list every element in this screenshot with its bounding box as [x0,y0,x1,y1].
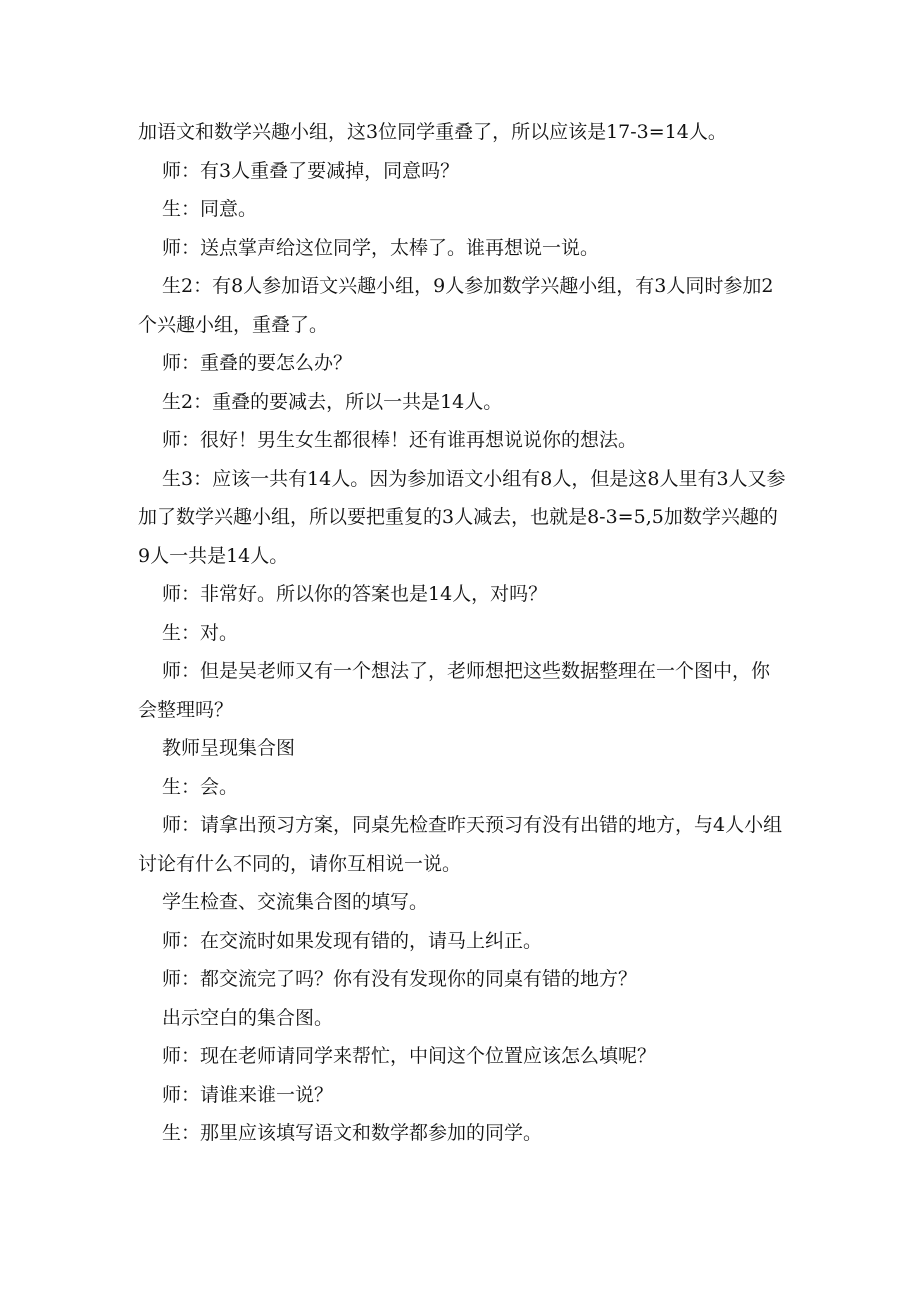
paragraph-teacher: 师：非常好。所以你的答案也是14人，对吗？ [162,583,548,605]
paragraph-student-3: 生3：应该一共有14人。因为参加语文小组有8人，但是这8人里有3人又参加了数学兴趣小组，所以要把重复的3人减去，也就是8-3=5,5加数学兴趣的9人一共是14人。 [138,467,786,567]
paragraph-student: 生：那里应该填写语文和数学都参加的同学。 [162,1122,543,1144]
paragraph-teacher: 师：请拿出预习方案，同桌先检查昨天预习有没有出错的地方，与4人小组讨论有什么不同的，请你互相说一说。 [138,814,783,875]
paragraph-teacher: 师：送点掌声给这位同学，太棒了。谁再想说一说。 [162,236,600,259]
document-body [138,113,786,1153]
paragraph-instruction: 教师呈现集合图 [162,737,296,759]
paragraph-teacher: 师：请谁来谁一说？ [162,1083,334,1106]
paragraph-teacher: 师：但是吴老师又有一个想法了，老师想把这些数据整理在一个图中，你会整理吗？ [138,660,771,721]
paragraph-student: 生：同意。 [162,198,258,220]
paragraph-teacher: 师：很好！男生女生都很棒！还有谁再想说说你的想法。 [162,429,638,451]
paragraph-teacher: 师：都交流完了吗？你有没有发现你的同桌有错的地方？ [162,968,638,990]
paragraph-student-2: 生2：重叠的要减去，所以一共是14人。 [162,390,503,413]
paragraph-continuation: 加语文和数学兴趣小组，这3位同学重叠了，所以应该是17-3=14人。 [138,121,727,143]
paragraph-student: 生：对。 [162,621,239,644]
paragraph-student: 生：会。 [162,775,239,798]
paragraph-teacher: 师：在交流时如果发现有错的，请马上纠正。 [162,929,543,952]
paragraph-teacher: 师：有3人重叠了要减掉，同意吗？ [162,159,460,182]
paragraph-student-2: 生2：有8人参加语文兴趣小组，9人参加数学兴趣小组，有3人同时参加2个兴趣小组，重叠了。 [138,275,774,336]
paragraph-instruction: 出示空白的集合图。 [162,1006,334,1029]
paragraph-teacher: 师：重叠的要怎么办？ [162,352,353,374]
paragraph-teacher: 师：现在老师请同学来帮忙，中间这个位置应该怎么填呢？ [162,1045,657,1067]
paragraph-instruction: 学生检查、交流集合图的填写。 [162,891,429,913]
